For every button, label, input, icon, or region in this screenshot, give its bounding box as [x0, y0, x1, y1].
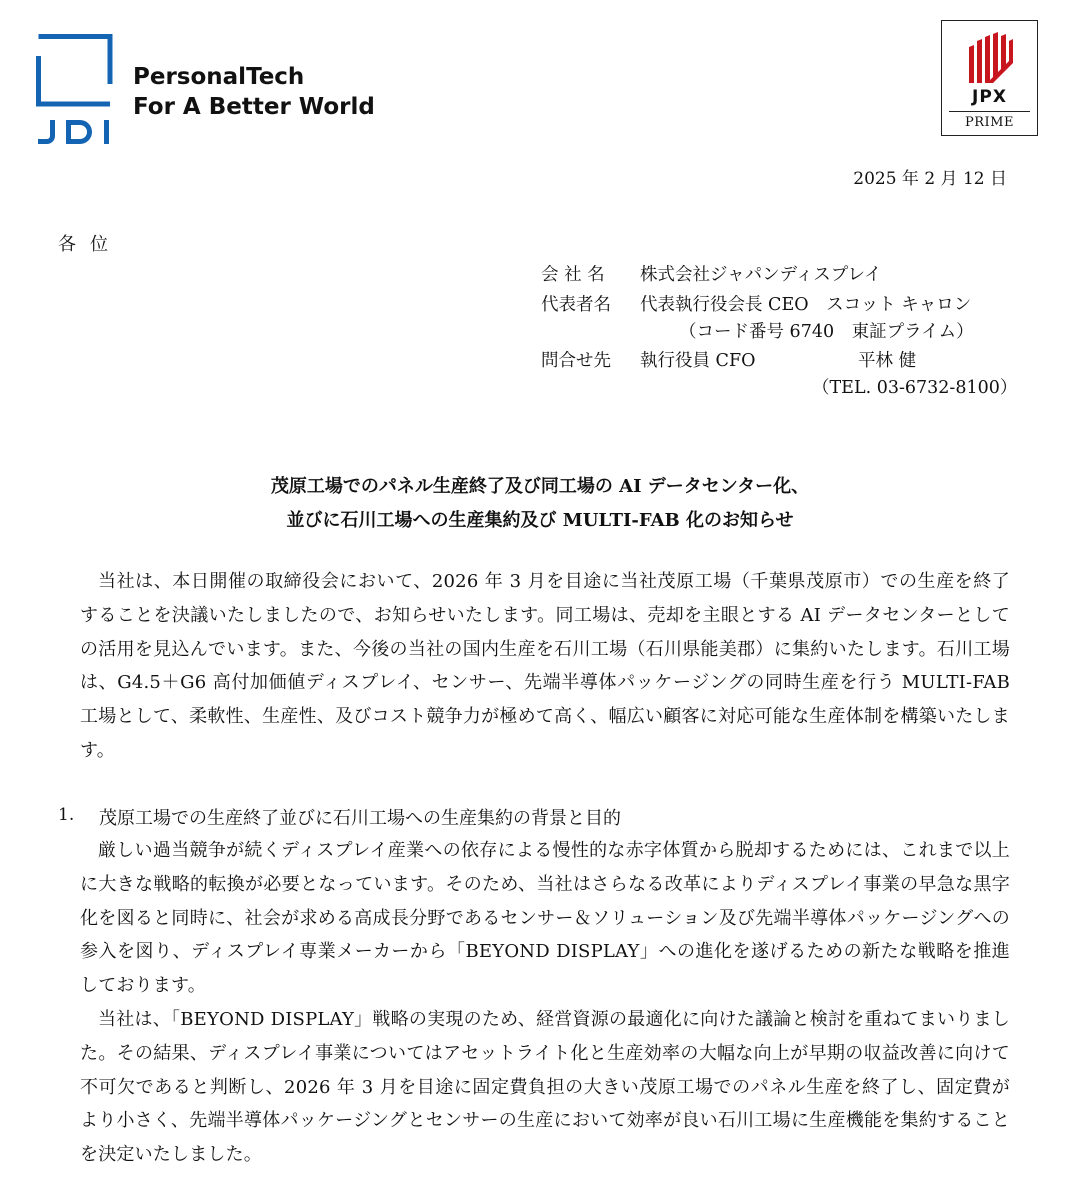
jpx-prime-badge: [941, 20, 1038, 136]
jpx-text: JPX: [972, 87, 1007, 107]
section1-body: [80, 834, 1010, 1172]
representative-label: 代表者名: [541, 295, 611, 315]
intro-paragraph-text: 当社は、本日開催の取締役会において、2026 年 3 月を目途に当社茂原工場（千葉県茂原市）での生産を終了することを決議いたしましたので、お知らせいたします。同工場は、売却を主眼とする AI データセンターとしての活用を見込んでいます。また、今後の当社の国内生産を石川工場（石川県能美郡）に集約いたします。石川工場は、G4.5＋G6 高付加価値ディスプレイ、センサー、先端半導体パッケージングの同時生産を行う MULTI-FAB 工場として、柔軟性、生産性、及びコスト競争力が極めて高く、幅広い顧客に対応可能な生産体制を構築いたします。: [80, 571, 1010, 761]
stock-code: （コード番号 6740 東証プライム）: [679, 322, 974, 342]
company-label: 会 社 名: [541, 265, 605, 285]
title-line2: 並びに石川工場への生産集約及び MULTI-FAB 化のお知らせ: [286, 510, 794, 531]
contact-label: 問合せ先: [541, 351, 611, 371]
jdi-logo: [36, 34, 114, 146]
tagline: [133, 62, 375, 122]
prime-text: PRIME: [965, 115, 1014, 130]
section1-paragraph1: 厳しい過当競争が続くディスプレイ産業への依存による慢性的な赤字体質から脱却するためには、これまで以上に大きな戦略的転換が必要となっています。そのため、当社はさらなる改革によりディスプレイ事業の早急な黒字化を図ると同時に、社会が求める高成長分野であるセンサー＆ソリューション及び先端半導体パッケージングへの参入を図り、ディスプレイ専業メーカーから「BEYOND DISPLAY」への進化を遂げるための新たな戦略を推進しております。: [80, 840, 1010, 997]
jpx-logo-icon: [967, 31, 1015, 85]
section1-paragraph2: 当社は、「BEYOND DISPLAY」戦略の実現のため、経営資源の最適化に向けた議論と検討を重ねてまいりました。その結果、ディスプレイ事業についてはアセットライト化と生産効率の大幅な向上が早期の収益改善に向けて不可欠であると判断し、2026 年 3 月を目途に固定費負担の大きい茂原工場でのパネル生産を終了し、固定費がより小さく、先端半導体パッケージングとセンサーの生産において効率が良い石川工場に生産機能を集約することを決定いたしました。: [80, 1008, 1010, 1166]
jdi-logo-graphic: [36, 34, 114, 146]
section1-number: 1.: [58, 805, 75, 825]
tagline-line2: For A Better World: [133, 94, 375, 120]
intro-paragraph: [80, 565, 1010, 768]
contact-name: 平林 健: [858, 351, 917, 371]
document-date: 2025 年 2 月 12 日: [853, 169, 1007, 189]
contact-role: 執行役員 CFO: [640, 351, 756, 371]
section1-heading: 茂原工場での生産終了並びに石川工場への生産集約の背景と目的: [99, 808, 621, 829]
addressee: 各位: [58, 234, 122, 255]
title-line1: 茂原工場でのパネル生産終了及び同工場の AI データセンター化、: [270, 476, 810, 497]
representative-value: 代表執行役会長 CEO スコット キャロン: [640, 295, 972, 315]
company-value: 株式会社ジャパンディスプレイ: [640, 265, 882, 285]
jpx-divider: [949, 111, 1030, 112]
tagline-line1: PersonalTech: [133, 64, 305, 90]
contact-tel: （TEL. 03-6732-8100）: [812, 378, 1018, 398]
